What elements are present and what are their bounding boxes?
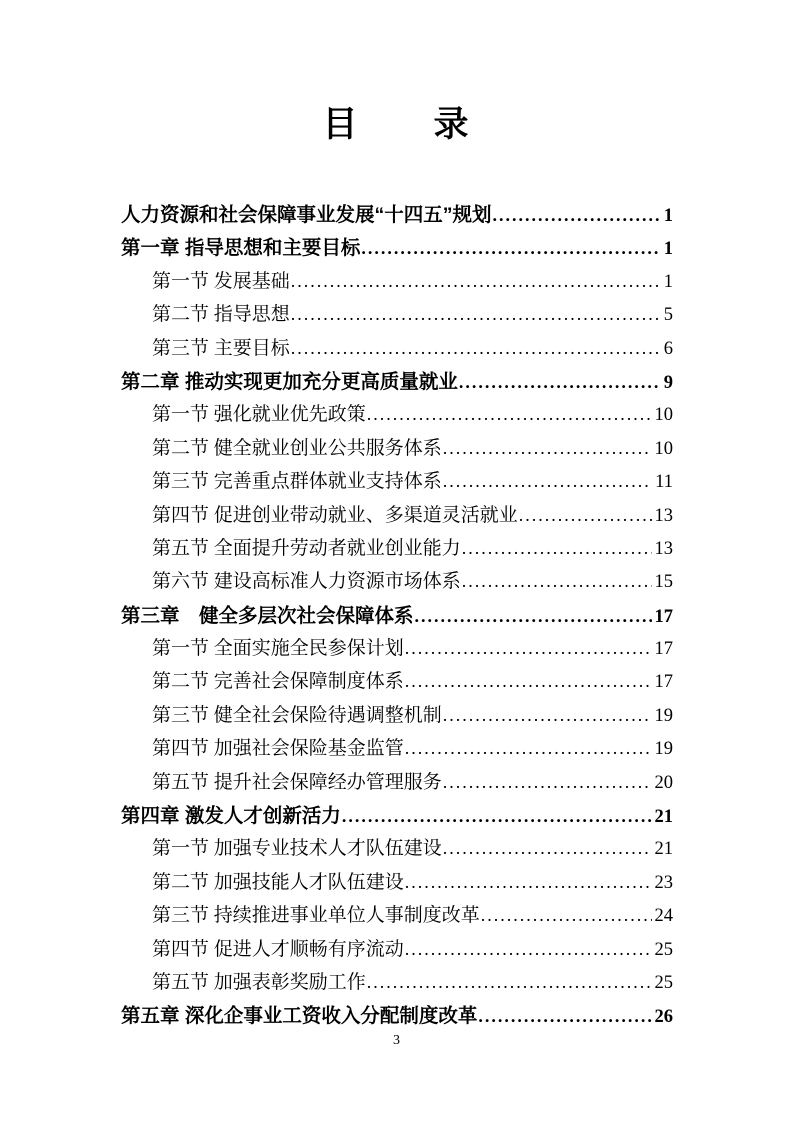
toc-entry-page-number: 13 [654,538,673,559]
toc-entry-label: 第一节 强化就业优先政策 [152,404,366,426]
toc-entry [121,867,673,900]
toc-entry [121,934,673,967]
toc-entry [121,900,673,933]
toc-entry-label: 第一节 发展基础 [152,270,290,292]
toc-entry [121,767,673,800]
dot-leader [443,772,652,794]
dot-leader [367,404,652,426]
toc-entry [121,633,673,666]
toc-entry-page-number: 10 [654,438,673,459]
toc-entry [121,299,673,332]
toc-entry-label: 第三节 健全社会保险待遇调整机制 [152,704,442,726]
dot-leader [405,872,652,894]
toc-entry-label: 第五章 深化企事业工资收入分配制度改革 [121,1005,478,1028]
dot-leader [459,371,661,394]
toc-entry [121,700,673,733]
toc-entry [121,433,673,466]
toc-list [121,199,673,1034]
dot-leader [342,805,652,828]
dot-leader [443,838,652,860]
toc-entry-page-number: 5 [663,305,673,326]
dot-leader [443,471,652,493]
toc-entry-label: 第四节 促进创业带动就业、多渠道灵活就业 [152,504,518,526]
dot-leader [462,571,652,593]
toc-entry-page-number: 21 [654,807,673,828]
toc-entry [121,800,673,833]
toc-entry-page-number: 10 [654,405,673,426]
toc-entry-page-number: 11 [655,472,673,493]
dot-leader [291,271,661,293]
toc-entry-label: 第三节 主要目标 [152,337,290,359]
dot-leader [405,939,652,961]
toc-entry-label: 第五节 全面提升劳动者就业创业能力 [152,537,461,559]
dot-leader [291,338,661,360]
toc-entry-page-number: 21 [654,839,673,860]
toc-entry [121,500,673,533]
toc-entry-page-number: 1 [663,239,673,260]
dot-leader [405,638,652,660]
toc-entry-label: 第五节 加强表彰奖励工作 [152,971,366,993]
toc-entry-label: 第二节 完善社会保障制度体系 [152,671,404,693]
toc-entry-page-number: 24 [654,906,673,927]
toc-entry-label: 第五节 提升社会保障经办管理服务 [152,771,442,793]
footer-page-number: 3 [393,1033,400,1048]
page-title: 目 录 [322,105,471,144]
toc-entry [121,600,673,633]
toc-entry-page-number: 1 [663,206,673,226]
toc-entry-page-number: 15 [654,572,673,593]
toc-entry-label: 第三节 持续推进事业单位人事制度改革 [152,905,480,927]
toc-entry-page-number: 1 [663,271,673,292]
toc-entry-label: 第二节 指导思想 [152,304,290,326]
toc-entry [121,266,673,299]
toc-entry [121,967,673,1000]
toc-entry [121,833,673,866]
toc-entry-label: 人力资源和社会保障事业发展“十四五”规划 [121,204,492,226]
toc-entry-label: 第四节 促进人才顺畅有序流动 [152,938,404,960]
dot-leader [481,905,652,927]
dot-leader [361,237,660,260]
toc-entry-label: 第四章 激发人才创新活力 [121,805,341,828]
toc-entry [121,666,673,699]
toc-entry-page-number: 17 [654,606,673,627]
toc-entry-label: 第二节 健全就业创业公共服务体系 [152,437,442,459]
toc-entry [121,366,673,399]
toc-entry-page-number: 19 [654,739,673,760]
toc-entry [121,1000,673,1033]
toc-entry-label: 第二节 加强技能人才队伍建设 [152,871,404,893]
toc-entry-page-number: 23 [654,872,673,893]
toc-entry-label: 第二章 推动实现更加充分更高质量就业 [121,370,458,393]
dot-leader [405,671,652,693]
dot-leader [443,705,652,727]
toc-entry-page-number: 9 [663,372,673,393]
dot-leader [519,505,652,527]
dot-leader [367,972,652,994]
toc-entry-page-number: 25 [654,972,673,993]
dot-leader [493,204,661,227]
toc-entry [121,333,673,366]
toc-entry [121,199,673,232]
toc-entry-label: 第一节 加强专业技术人才队伍建设 [152,838,442,860]
toc-entry-label: 第三节 完善重点群体就业支持体系 [152,471,442,493]
toc-entry-label: 第一章 指导思想和主要目标 [121,237,361,260]
dot-leader [415,605,652,628]
toc-entry [121,399,673,432]
toc-entry [121,566,673,599]
toc-entry-page-number: 17 [654,639,673,660]
toc-entry-label: 第六节 建设高标准人力资源市场体系 [152,571,461,593]
toc-entry-label: 第一节 全面实施全民参保计划 [152,638,404,660]
toc-entry-page-number: 6 [663,338,673,359]
toc-entry-page-number: 20 [654,772,673,793]
dot-leader [478,1005,651,1028]
toc-entry-page-number: 17 [654,672,673,693]
dot-leader [462,538,652,560]
dot-leader [443,438,652,460]
toc-entry-page-number: 25 [654,939,673,960]
toc-entry-page-number: 19 [654,705,673,726]
dot-leader [291,304,661,326]
toc-entry-label: 第四节 加强社会保险基金监管 [152,738,404,760]
toc-entry [121,733,673,766]
toc-entry [121,232,673,265]
dot-leader [405,738,652,760]
toc-entry [121,466,673,499]
toc-entry-page-number: 26 [654,1007,673,1028]
toc-entry [121,533,673,566]
toc-entry-page-number: 13 [654,505,673,526]
toc-entry-label: 第三章 健全多层次社会保障体系 [121,604,414,627]
